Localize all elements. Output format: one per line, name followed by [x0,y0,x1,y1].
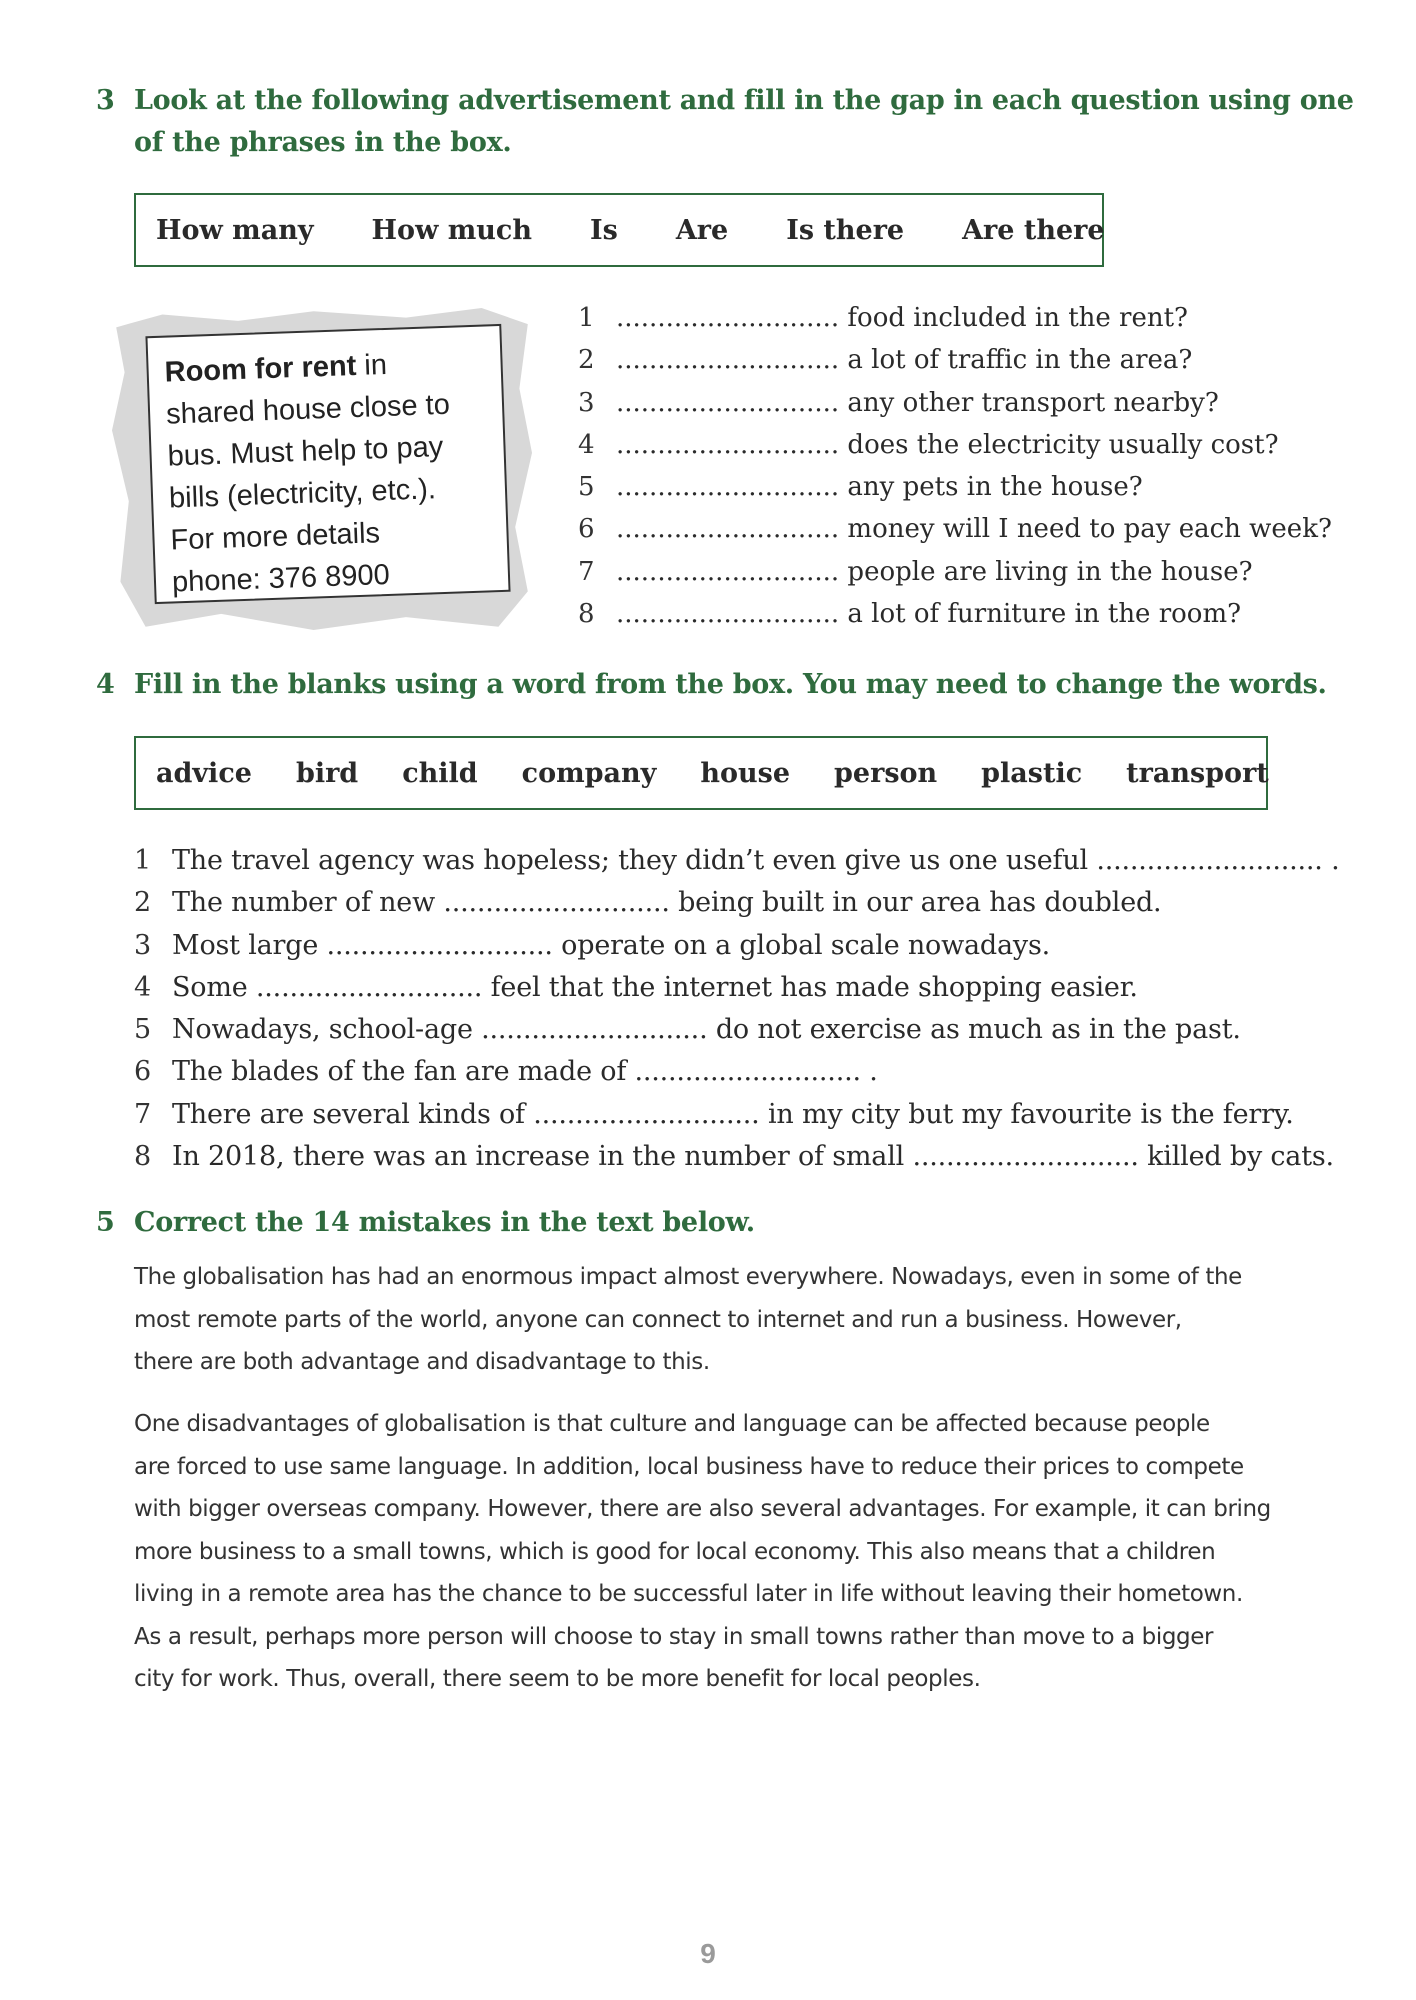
text-line: The globalisation has had an enormous impact almost everywhere. Nowadays, even in some of the [134,1264,1242,1290]
text-line: As a result, perhaps more person will choose to stay in small towns rather than move to a bigger [134,1623,1214,1650]
section-number: 4 [96,669,115,700]
sentence-text: Some ........................... feel that the internet has made shopping easier. [172,971,1138,1003]
question-item [578,466,1332,508]
question-item [578,297,1332,339]
question-item [578,508,1332,550]
sentence-item [134,1094,1339,1136]
answer-blank: ........................... [616,599,840,630]
sentence-text: In 2018, there was an increase in the number of small ........................... killed by cats. [172,1141,1334,1173]
word: advice [156,757,252,789]
text-line: most remote parts of the world, anyone can connect to internet and run a business. However, [134,1306,1182,1333]
word: transport [1126,757,1269,789]
word: house [700,757,791,789]
sentence-number: 6 [134,1056,151,1088]
question-item [578,551,1332,593]
sentence-text: Most large ........................... operate on a global scale nowadays. [172,929,1050,961]
sentence-text: The blades of the fan are made of ........................... . [172,1056,878,1088]
phrase: Are there [962,214,1105,246]
question-text: money will I need to pay each week? [839,514,1332,545]
sentence-item [134,1009,1339,1051]
text-line: more business to a small towns, which is good for local economy. This also means that a children [134,1538,1216,1565]
question-number: 5 [578,472,595,503]
section-number: 5 [96,1207,115,1238]
sentence-number: 5 [134,1014,151,1046]
text-line: city for work. Thus, overall, there seem to be more benefit for local peoples. [134,1666,981,1692]
question-number: 7 [578,556,595,587]
section-5-heading [96,1202,1364,1244]
phrase: How many [156,214,314,246]
sentence-number: 3 [134,929,151,961]
section-3-heading [96,80,1364,164]
sentence-number: 8 [134,1141,151,1173]
word-box [134,736,1268,810]
section-instruction: Correct the 14 mistakes in the text below. [134,1207,755,1238]
sentence-text: There are several kinds of ........................... in my city but my favourite is the ferry. [172,1098,1294,1130]
sentence-text: Nowadays, school-age ........................... do not exercise as much as in the past. [172,1014,1241,1046]
question-number: 1 [578,303,595,333]
sentence-number: 7 [134,1098,151,1130]
answer-blank: ........................... [616,303,840,333]
section-instruction: Look at the following advertisement and fill in the gap in each question using one of the phrases in the box. [134,85,1354,158]
phrase: Is [589,214,618,246]
sentence-number: 2 [134,887,151,919]
text-line: there are both advantage and disadvantage to this. [134,1349,710,1375]
phrase: How much [371,214,532,246]
question-item [578,593,1332,635]
text-line: are forced to use same language. In addition, local business have to reduce their prices to compete [134,1453,1244,1480]
answer-blank: ........................... [616,387,840,418]
word: plastic [981,757,1083,789]
ad-text: bills (electricity, etc.). [168,473,437,515]
sentence-text: The travel agency was hopeless; they didn’t even give us one useful ........................... . [172,845,1340,876]
question-text: a lot of traffic in the area? [839,345,1193,376]
answer-blank: ........................... [616,514,840,545]
word: person [834,757,938,789]
paragraph-2 [134,1403,1334,1701]
text-line: living in a remote area has the chance to be successful later in life without leaving their hometown. [134,1581,1243,1607]
question-text: a lot of furniture in the room? [839,599,1242,630]
word: bird [295,757,359,789]
phrase: Is there [786,214,905,246]
sentence-number: 4 [134,971,151,1003]
question-text: food included in the rent? [839,303,1188,333]
phrase: Are [675,214,729,246]
question-number: 6 [578,514,595,545]
ad-title: Room for rent [164,349,357,389]
sentence-item [134,1051,1339,1093]
question-text: does the electricity usually cost? [839,429,1279,460]
word: company [521,757,657,789]
sentence-item [134,1136,1339,1178]
answer-blank: ........................... [616,429,840,460]
question-text: people are living in the house? [839,556,1253,587]
ad-text: For more details [170,517,381,557]
section-4-heading [96,664,1364,706]
sentence-text: The number of new ........................... being built in our area has doubled. [172,887,1162,919]
question-number: 3 [578,387,595,418]
question-item [578,382,1332,424]
question-text: any other transport nearby? [839,387,1219,418]
text-line: One disadvantages of globalisation is that culture and language can be affected because people [134,1411,1210,1437]
sentence-list [134,840,1339,1178]
sentence-item [134,925,1339,967]
advertisement-card [145,324,510,604]
question-item [578,339,1332,381]
sentence-item [134,967,1339,1009]
answer-blank: ........................... [616,556,840,587]
question-number: 8 [578,599,595,630]
ad-text: shared house close to [165,388,451,431]
text-line: with bigger overseas company. However, there are also several advantages. For example, it can bring [134,1496,1271,1522]
sentence-item [134,840,1339,882]
sentence-number: 1 [134,845,151,876]
question-list [578,297,1332,635]
ad-text: phone: 376 8900 [171,558,391,599]
page-number: 9 [700,1938,716,1969]
answer-blank: ........................... [616,472,840,503]
section-number: 3 [96,85,115,116]
ad-text: in [355,348,388,382]
answer-blank: ........................... [616,345,840,376]
question-number: 4 [578,429,595,460]
section-instruction: Fill in the blanks using a word from the box. You may need to change the words. [134,669,1327,700]
word: child [402,757,478,789]
paragraph-1 [134,1256,1334,1384]
phrase-box [134,193,1104,267]
ad-text: bus. Must help to pay [167,430,444,473]
question-item [578,424,1332,466]
question-text: any pets in the house? [839,472,1143,503]
question-number: 2 [578,345,595,376]
sentence-item [134,882,1339,924]
